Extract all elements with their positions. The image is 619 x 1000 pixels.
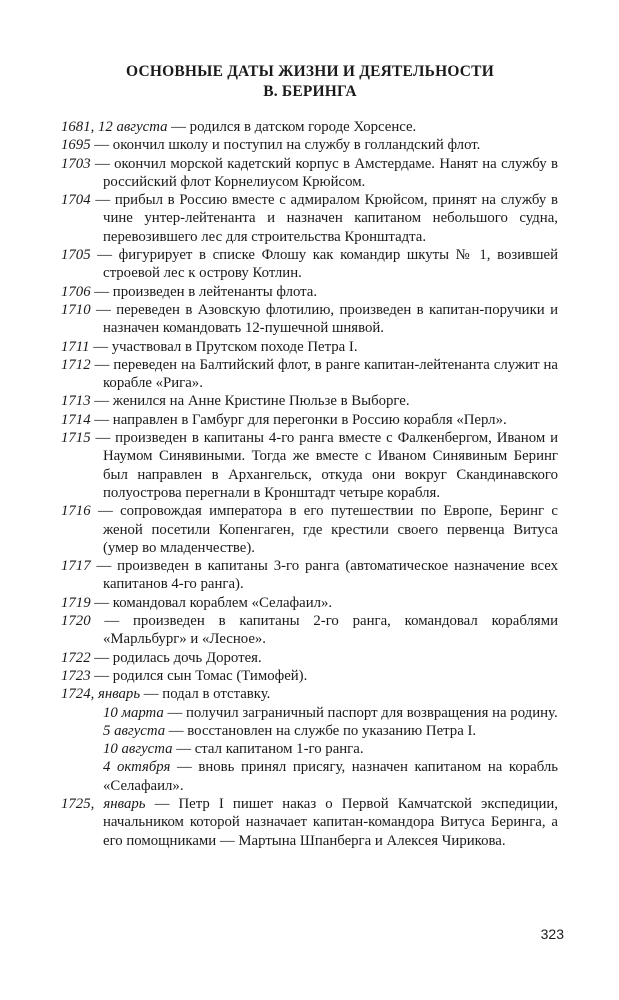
entry-text: — получил заграничный паспорт для возвращения на родину.	[163, 704, 558, 721]
chronology-entry	[61, 411, 558, 429]
chronology-entry	[61, 392, 558, 410]
entry-text: — переведен на Балтийский флот, в ранге капитан-лейтенанта служит на корабле «Рига».	[90, 356, 558, 392]
entry-date: 1714	[61, 411, 91, 428]
entry-text: — родился в датском городе Хорсенсе.	[167, 119, 417, 135]
chronology-entry	[61, 667, 558, 685]
entry-date: 1695	[61, 137, 91, 154]
chronology-entry	[61, 136, 558, 154]
chronology-entry	[61, 118, 558, 136]
chronology-entry	[61, 557, 558, 594]
entry-date: 1724, январь	[61, 686, 141, 703]
entry-text: — родилась дочь Доротея.	[90, 649, 262, 666]
title-line-2: В. БЕРИНГА	[263, 83, 357, 100]
entry-text: — окончил школу и поступил на службу в голландский флот.	[90, 137, 481, 154]
entry-text: — женился на Анне Кристине Пюльзе в Выборге.	[90, 393, 410, 410]
chronology-entry	[61, 301, 558, 338]
entry-text: — командовал кораблем «Селафаил».	[90, 594, 333, 611]
chronology-entry	[61, 356, 558, 393]
entry-text: — сопровождая императора в его путешествии по Европе, Беринг с женой посетили Копенгаген, где крестили своего первенца Витуса (умер во младенчестве).	[90, 503, 558, 556]
entry-date: 1716	[61, 503, 91, 520]
entry-text: — подал в отставку.	[140, 686, 271, 703]
chronology-entry	[61, 429, 558, 502]
entry-date: 1710	[61, 301, 91, 318]
entry-date: 1713	[61, 393, 91, 410]
page-number: 323	[540, 926, 564, 942]
entry-text: — восстановлен на службе по указанию Петра I.	[165, 722, 477, 739]
chronology-entry	[61, 594, 558, 612]
entry-date: 1715	[61, 430, 91, 447]
entry-date: 1681, 12 августа	[61, 119, 168, 135]
entry-text: — Петр I пишет наказ о Первой Камчатской экспедиции, начальником которой назначает капитан-командора Витуса Беринга, а его помощниками — Мартына Шпанберга и Алексея Чирикова.	[103, 795, 558, 849]
chronology-entry	[61, 612, 558, 649]
entry-date: 1705	[61, 247, 91, 264]
entry-text: — фигурирует в списке Флошу как командир шкуты № 1, возившей строевой лес к острову Котлин.	[90, 247, 558, 282]
entry-text: — произведен в капитаны 2-го ранга, командовал кораблями «Марльбург» и «Лесное».	[90, 613, 558, 648]
entry-date: 1720	[61, 613, 91, 630]
chronology-list	[61, 118, 558, 850]
entry-date: 10 августа	[103, 741, 173, 758]
entry-text: — стал капитаном 1-го ранга.	[172, 741, 364, 758]
entry-text: — прибыл в Россию вместе с адмиралом Крюйсом, принят на службу в чине унтер-лейтенанта и назначен капитаном небольшого судна, перевозившего лес для строительства Кронштадта.	[90, 192, 558, 245]
title-line-1: ОСНОВНЫЕ ДАТЫ ЖИЗНИ И ДЕЯТЕЛЬНОСТИ	[126, 63, 494, 80]
chronology-entry	[61, 155, 558, 192]
chronology-entry	[61, 758, 558, 795]
chronology-entry	[61, 704, 558, 722]
entry-date: 5 августа	[103, 722, 166, 739]
page-title	[60, 62, 560, 102]
chronology-entry	[61, 338, 558, 356]
entry-text: — произведен в лейтенанты флота.	[90, 283, 318, 300]
entry-date: 1722	[61, 649, 91, 666]
chronology-entry	[61, 191, 558, 246]
entry-date: 1717	[61, 558, 91, 575]
chronology-entry	[61, 283, 558, 301]
entry-date: 1711	[61, 338, 90, 355]
entry-date: 1725, январь	[61, 795, 146, 812]
entry-text: — произведен в капитаны 4-го ранга вместе с Фалкенбергом, Иваном и Наумом Синявиными. Тогда же вместе с Иваном Синявиным Беринг был направлен в Архангельск, откуда они вокруг Скандинавского полуострова перегнали в Кронштадт четыре корабля.	[90, 430, 558, 501]
entry-date: 1719	[61, 594, 91, 611]
entry-text: — окончил морской кадетский корпус в Амстердаме. Нанят на службу в российский флот Корнелиусом Крюйсом.	[90, 155, 558, 190]
entry-text: — вновь принял присягу, назначен капитаном на корабль «Селафаил».	[103, 759, 558, 794]
chronology-entry	[61, 685, 558, 703]
entry-date: 1723	[61, 667, 91, 684]
entry-date: 10 марта	[103, 704, 164, 721]
entry-date: 1706	[61, 283, 91, 300]
chronology-entry	[61, 722, 558, 740]
entry-text: — направлен в Гамбург для перегонки в Россию корабля «Перл».	[90, 411, 507, 428]
chronology-entry	[61, 649, 558, 667]
chronology-entry	[61, 740, 558, 758]
entry-text: — произведен в капитаны 3-го ранга (автоматическое назначение всех капитанов 4-го ранга).	[90, 558, 558, 593]
entry-date: 1712	[61, 356, 91, 373]
chronology-entry	[61, 246, 558, 283]
entry-text: — родился сын Томас (Тимофей).	[90, 667, 308, 684]
entry-text: — переведен в Азовскую флотилию, произведен в капитан-поручики и назначен командовать 12-пушечной шнявой.	[90, 301, 558, 337]
chronology-entry	[61, 795, 558, 850]
chronology-entry	[61, 502, 558, 557]
entry-date: 1703	[61, 155, 91, 172]
entry-date: 1704	[61, 192, 91, 209]
entry-text: — участвовал в Прутском походе Петра I.	[89, 338, 358, 355]
entry-date: 4 октября	[103, 759, 171, 776]
